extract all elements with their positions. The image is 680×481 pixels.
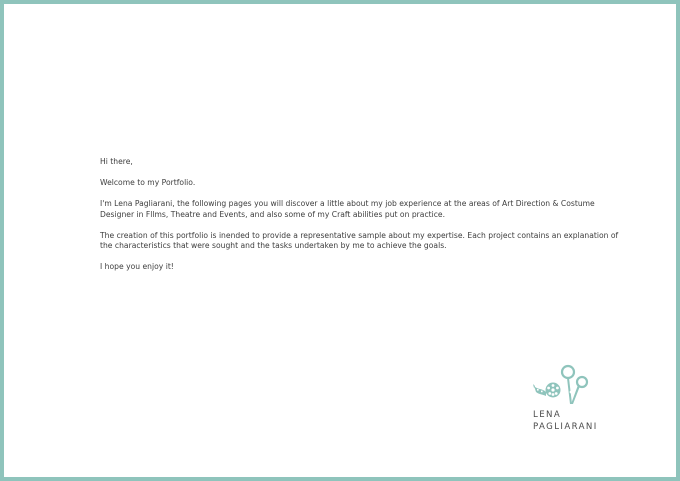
welcome-text: Welcome to my Portfolio. xyxy=(100,178,196,187)
logo-last-name: PAGLIARANI xyxy=(533,422,598,432)
closing-text: I hope you enjoy it! xyxy=(100,262,174,271)
purpose-paragraph: The creation of this portfolio is inended to provide a representative sample about my expertise. Each project contains an explanation of the characteristics that were sought and the tasks undertaken by me to achieve the goals. xyxy=(100,230,619,250)
intro-paragraph: I'm Lena Pagliarani, the following pages you will discover a little about my job experience at the areas of Art Direction & Costume Designer in Fllms, Theatre and Events, and also some of my Craft abilities put on practice. xyxy=(100,199,595,219)
greeting-text: Hi there, xyxy=(100,157,133,166)
brand-logo xyxy=(532,364,612,436)
welcome-letter xyxy=(100,157,624,283)
logo-first-name: LENA xyxy=(533,410,562,420)
scissors-with-film-reel-icon xyxy=(532,364,592,408)
